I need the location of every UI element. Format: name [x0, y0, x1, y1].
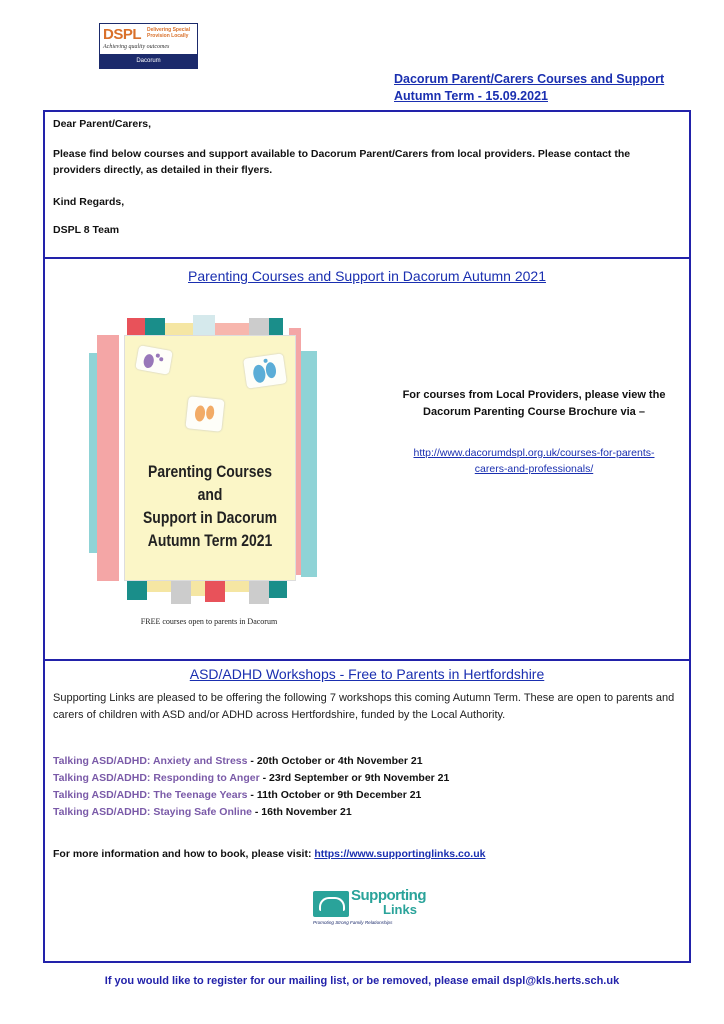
logo-area: Dacorum: [100, 54, 197, 68]
parenting-courses-section: [43, 259, 691, 661]
workshops-heading: ASD/ADHD Workshops - Free to Parents in Hertfordshire: [189, 666, 545, 682]
letter-signature: DSPL 8 Team: [53, 224, 120, 236]
brochure-cover: [124, 335, 296, 581]
list-item: [53, 753, 449, 770]
courses-info: [375, 387, 693, 421]
courses-info-line-1: For courses from Local Providers, please view the: [402, 389, 666, 401]
brochure-title-line-3: Autumn Term 2021: [147, 531, 273, 550]
brochure-title: [140, 460, 279, 552]
logo-word-2: Links: [383, 902, 417, 917]
logo-tagline: Promoting Strong Family Relationships: [313, 920, 393, 925]
letter-section: [43, 110, 691, 259]
letter-greeting: Dear Parent/Carers,: [53, 118, 152, 130]
courses-heading: Parenting Courses and Support in Dacorum Autumn 2021: [188, 268, 546, 284]
logo-word-1: Supporting: [351, 887, 426, 904]
footprint-icon: [243, 353, 287, 388]
courses-brochure-link[interactable]: [375, 445, 693, 477]
list-item: [53, 804, 449, 821]
brochure-cover-image: [89, 315, 329, 635]
workshop-name: Talking ASD/ADHD: The Teenage Years: [53, 789, 248, 801]
brochure-title-line-1: Parenting Courses and: [148, 462, 272, 504]
title-line-1: Dacorum Parent/Carers Courses and Support: [394, 72, 665, 86]
brochure-title-line-2: Support in Dacorum: [143, 508, 277, 527]
logo-brand: DSPL: [103, 26, 142, 43]
workshop-name: Talking ASD/ADHD: Anxiety and Stress: [53, 755, 248, 767]
logo-tagline: Achieving quality outcomes: [103, 44, 170, 50]
courses-info-line-2: Dacorum Parenting Course Brochure via –: [423, 406, 645, 418]
courses-link-line-2[interactable]: carers-and-professionals/: [474, 463, 594, 475]
workshops-intro: Supporting Links are pleased to be offering the following 7 workshops this coming Autumn Term. These are open to parents and carers of children with ASD and/or ADHD across Hertfordshire, funded by the Local Authority.: [53, 692, 675, 721]
workshop-dates: - 11th October or 9th December 21: [247, 789, 422, 801]
workshop-dates: - 20th October or 4th November 21: [247, 755, 423, 767]
workshop-list: [53, 753, 449, 821]
workshop-dates: - 23rd September or 9th November 21: [259, 772, 450, 784]
mailing-list-footer: If you would like to register for our mailing list, or be removed, please email dspl@kls.herts.sch.uk: [104, 975, 620, 987]
footprint-icon: [185, 396, 224, 432]
title-line-2: Autumn Term - 15.09.2021: [394, 89, 548, 103]
list-item: [53, 770, 449, 787]
brochure-note: FREE courses open to parents in Dacorum: [140, 617, 278, 626]
workshops-section: [43, 661, 691, 963]
supporting-links-link[interactable]: https://www.supportinglinks.co.uk: [314, 848, 486, 860]
workshop-name: Talking ASD/ADHD: Responding to Anger: [53, 772, 260, 784]
letter-intro: Please find below courses and support available to Dacorum Parent/Carers from local providers. Please contact the providers directly, as detailed in their flyers.: [53, 148, 631, 176]
list-item: [53, 787, 449, 804]
document-title: [394, 71, 664, 105]
supporting-links-logo: [313, 889, 425, 927]
letter-signoff: Kind Regards,: [53, 196, 125, 208]
courses-link-line-1[interactable]: http://www.dacorumdspl.org.uk/courses-for-parents-: [413, 447, 655, 459]
handshake-icon: [313, 891, 349, 917]
dspl-logo: [99, 23, 198, 69]
logo-subtitle: Delivering Special Provision Locally: [147, 27, 191, 39]
workshop-dates: - 16th November 21: [251, 806, 352, 818]
workshops-more-info: [53, 848, 485, 860]
more-info-text: For more information and how to book, please visit:: [53, 848, 315, 860]
footprint-icon: [135, 345, 173, 375]
workshop-name: Talking ASD/ADHD: Staying Safe Online: [53, 806, 252, 818]
